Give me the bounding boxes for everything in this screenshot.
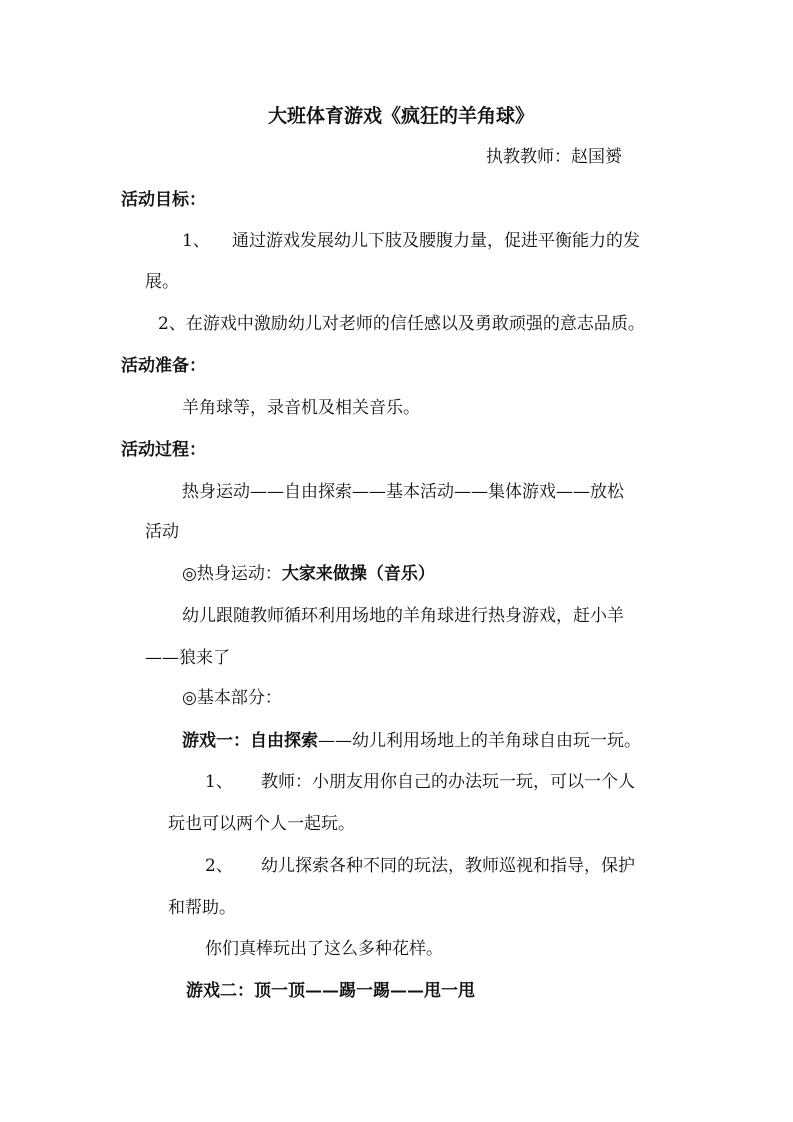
game-1-description: ——幼儿利用场地上的羊角球自由玩一玩。 xyxy=(318,731,641,751)
game-1-item-2-number: 2、 xyxy=(205,856,233,876)
game-1-item-2-continuation: 和帮助。 xyxy=(168,898,236,918)
process-flow-line-2: 活动 xyxy=(145,522,179,542)
section-heading-process: 活动过程： xyxy=(121,440,206,460)
goal-1-continuation: 展。 xyxy=(145,272,179,292)
goal-1-text: 通过游戏发展幼儿下肢及腰腹力量，促进平衡能力的发 xyxy=(232,231,640,251)
preparation-text: 羊角球等，录音机及相关音乐。 xyxy=(182,398,420,418)
game-1-item-1-text: 教师：小朋友用你自己的办法玩一玩，可以一个人 xyxy=(261,772,635,792)
process-flow-line-1: 热身运动——自由探索——基本活动——集体游戏——放松 xyxy=(182,482,624,502)
warmup-label: ◎热身运动： xyxy=(182,564,282,584)
warmup-description-line-2: ——狼来了 xyxy=(145,648,230,668)
game-1-item-1-number: 1、 xyxy=(205,772,233,792)
praise-line: 你们真棒玩出了这么多种花样。 xyxy=(205,939,443,959)
section-heading-goals: 活动目标： xyxy=(121,190,206,210)
basic-part-label: ◎基本部分： xyxy=(182,688,282,708)
warmup-description-line-1: 幼儿跟随教师循环利用场地的羊角球进行热身游戏，赶小羊 xyxy=(182,606,624,626)
game-1-item-1-continuation: 玩也可以两个人一起玩。 xyxy=(168,814,355,834)
game-1-title: 游戏一：自由探索 xyxy=(182,731,318,751)
game-1-line xyxy=(182,733,641,750)
author-line: 执教教师：赵国赟 xyxy=(486,147,622,167)
game-2-title: 游戏二：顶一顶——踢一踢——甩一甩 xyxy=(186,981,475,1001)
goal-2-text: 2、在游戏中激励幼儿对老师的信任感以及勇敢顽强的意志品质。 xyxy=(158,314,645,334)
game-1-item-2-text: 幼儿探索各种不同的玩法，教师巡视和指导，保护 xyxy=(261,856,635,876)
goal-1-number: 1、 xyxy=(182,231,210,251)
document-title: 大班体育游戏《疯狂的羊角球》 xyxy=(268,105,535,127)
warmup-activity-name: 大家来做操（音乐） xyxy=(281,564,435,584)
warmup-line xyxy=(182,566,435,583)
section-heading-preparation: 活动准备： xyxy=(121,356,206,376)
